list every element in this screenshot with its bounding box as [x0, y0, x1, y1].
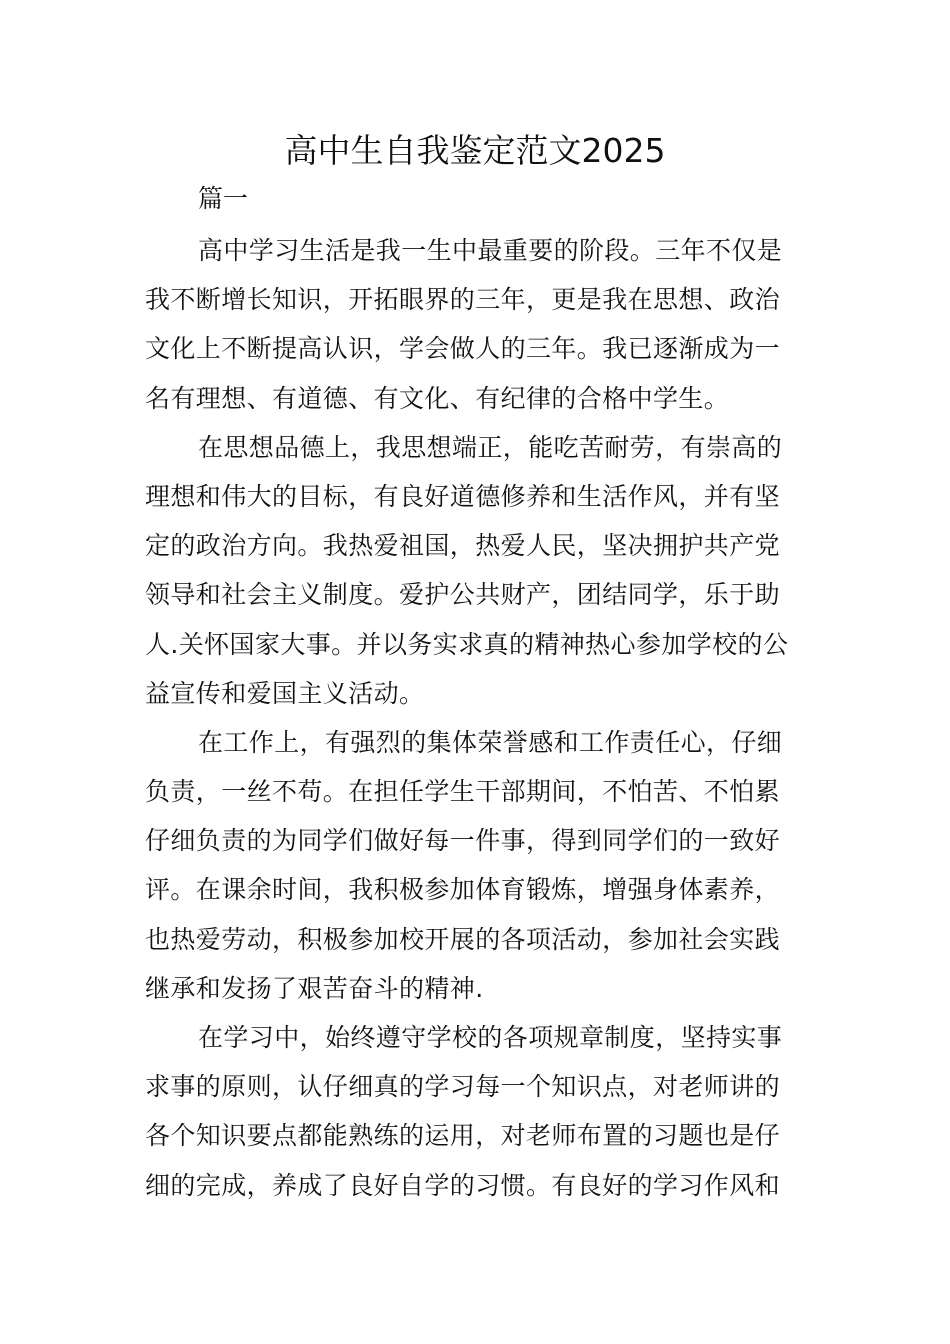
body-line: 继承和发扬了艰苦奋斗的精神.	[145, 973, 484, 1003]
body-line: 文化上不断提高认识，学会做人的三年。我已逐渐成为一	[145, 334, 781, 364]
body-line: 益宣传和爱国主义活动。	[145, 678, 425, 708]
body-line: 我不断增长知识，开拓眼界的三年，更是我在思想、政治	[145, 285, 781, 315]
section-label: 篇一	[198, 184, 249, 213]
body-line: 名有理想、有道德、有文化、有纪律的合格中学生。	[145, 383, 730, 413]
document-body	[145, 226, 810, 1210]
body-line: 各个知识要点都能熟练的运用，对老师布置的习题也是仔	[145, 1121, 781, 1151]
body-line: 在工作上，有强烈的集体荣誉感和工作责任心，仔细	[198, 727, 783, 757]
body-line: 仔细负责的为同学们做好每一件事，得到同学们的一致好	[145, 826, 781, 856]
body-line: 在学习中，始终遵守学校的各项规章制度，坚持实事	[198, 1023, 783, 1052]
body-line: 高中学习生活是我一生中最重要的阶段。三年不仅是	[198, 236, 783, 265]
body-line: 评。在课余时间，我积极参加体育锻炼，增强身体素养，	[145, 875, 781, 905]
document-title: 高中生自我鉴定范文2025	[284, 131, 666, 170]
body-line: 定的政治方向。我热爱祖国，热爱人民，坚决拥护共产党	[145, 531, 781, 561]
body-line: 理想和伟大的目标，有良好道德修养和生活作风，并有坚	[145, 481, 781, 511]
body-line: 人.关怀国家大事。并以务实求真的精神热心参加学校的公	[145, 629, 789, 659]
body-line: 求事的原则，认仔细真的学习每一个知识点，对老师讲的	[145, 1072, 781, 1102]
body-line: 也热爱劳动，积极参加校开展的各项活动，参加社会实践	[145, 924, 781, 954]
body-line: 细的完成，养成了良好自学的习惯。有良好的学习作风和	[145, 1170, 781, 1200]
body-line: 领导和社会主义制度。爱护公共财产，团结同学，乐于助	[145, 580, 781, 610]
body-line: 在思想品德上，我思想端正，能吃苦耐劳，有崇高的	[198, 432, 783, 462]
body-line: 负责，一丝不苟。在担任学生干部期间，不怕苦、不怕累	[145, 777, 781, 807]
